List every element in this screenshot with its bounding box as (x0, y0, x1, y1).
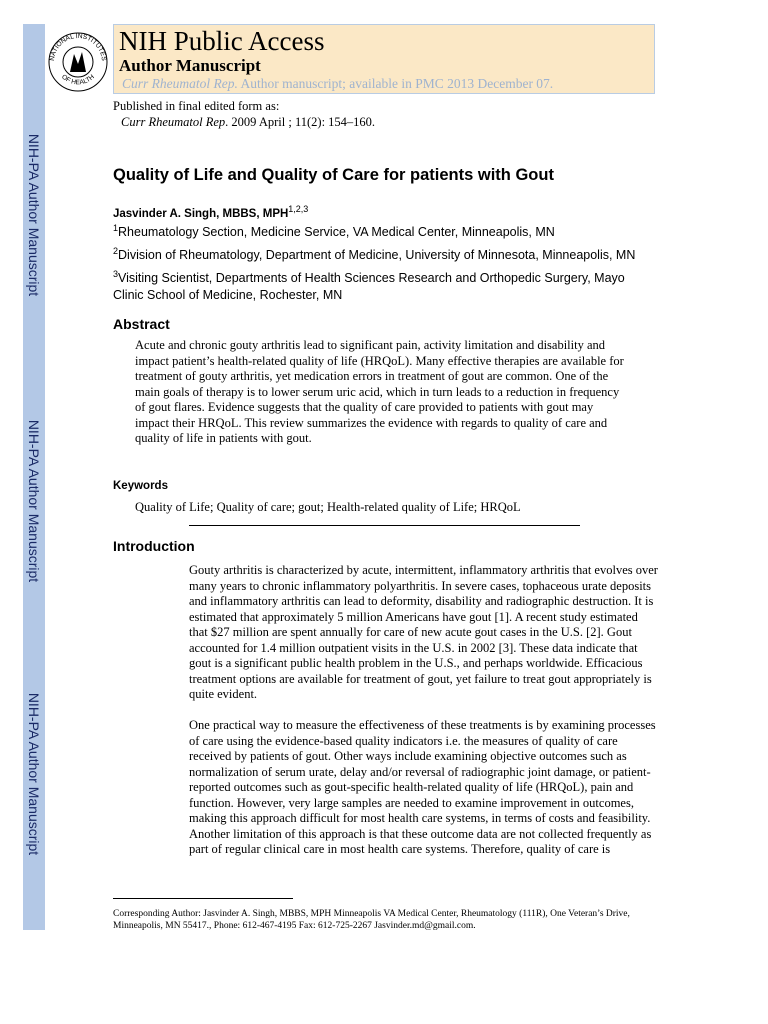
side-label-bottom: NIH-PA Author Manuscript (26, 692, 42, 856)
corresponding-author-footnote: Corresponding Author: Jasvinder A. Singh, MBBS, MPH Minneapolis VA Medical Center, Rheumatology (111R), One Veteran’s Drive, Minneapolis, MN 55417., Phone: 612-467-4195 Fax: 612-725-2267 Jasvinder.md@gmail.com. (113, 909, 630, 931)
footnote-divider (113, 898, 293, 899)
header-journal: Curr Rheumatol Rep. (122, 76, 238, 91)
side-label-middle: NIH-PA Author Manuscript (26, 419, 42, 583)
abstract-text: Acute and chronic gouty arthritis lead to significant pain, activity limitation and disability and impact patient’s health-related quality of life (HRQoL). Many effective therapies are available for treatment of gouty arthritis, yet medication errors in treatment of gout are common. One of the main goals of therapy is to lower serum uric acid, which in turn leads to a reduction in frequency of gout flares. Evidence suggests that the quality of care provided to patients with gout may impact their HRQoL. This review summarizes the evidence with regards to quality of care and quality of life in patients with gout. (135, 338, 624, 445)
side-label-top: NIH-PA Author Manuscript (26, 133, 42, 297)
header-availability-text: Author manuscript; available in PMC 2013 December 07. (237, 76, 554, 91)
affiliation-1: $^1$Rheumatology Section, Medicine Service, VA Medical Center, Minneapolis, MN (113, 223, 555, 240)
introduction-heading: Introduction (113, 538, 195, 554)
abstract-heading: Abstract (113, 316, 170, 332)
citation (121, 115, 375, 130)
logo-top-text: NATIONAL INSTITUTES (48, 32, 108, 62)
author-name: Jasvinder A. Singh, MBBS, MPH (113, 207, 289, 220)
introduction-paragraph-1: Gouty arthritis is characterized by acute, intermittent, inflammatory arthritis that evolves over many years to chronic inflammatory polyarthritis. In severe cases, tophaceous urate deposits and inflammatory arthritis can lead to deformity, disability and radiographic destruction. It is estimated that approximately 5 million Americans have gout [1]. A recent study estimated that $27 million are spent annually for care of new acute gout cases in the U.S. [2]. Gout accounted for 1.4 million outpatient visits in the U.S. in 2002 [3]. These data indicate that gout is a significant public health problem in the U.S., and perhaps worldwide. Efficacious treatment options are available for treatment of gout, yet failure to treat gout appropriately is quite evident. (189, 563, 658, 701)
side-band (23, 24, 45, 930)
nih-seal-icon (46, 24, 110, 94)
introduction-paragraph-2: One practical way to measure the effectiveness of these treatments is by examining processes of care using the evidence-based quality indicators i.e. the measures of quality of care received by patients of gout. Other ways include examining objective outcomes such as normalization of serum urate, delay and/or reversal of radiographic joint damage, or patient-reported outcomes such as gout-specific health-related quality of life (HRQoL), pain and function. However, very large samples are needed to examine improvement in outcomes, making this approach difficult for most health care systems, in terms of costs and feasibility. Another limitation of this approach is that these outcome data are not collected frequently as part of regular clinical care in most health care systems. Therefore, quality of care is (189, 718, 656, 856)
header-title: NIH Public Access (119, 26, 325, 56)
logo-bottom-text: OF HEALTH (60, 73, 96, 87)
nih-header (113, 24, 655, 94)
article-title: Quality of Life and Quality of Care for patients with Gout (113, 166, 554, 184)
citation-details: . 2009 April ; 11(2): 154–160. (225, 115, 376, 129)
published-note: Published in final edited form as: (113, 99, 280, 113)
keywords-text: Quality of Life; Quality of care; gout; Health-related quality of Life; HRQoL (135, 500, 521, 514)
header-subtitle: Author Manuscript (119, 56, 261, 75)
author (113, 202, 308, 221)
affiliation-2: $^2$Division of Rheumatology, Department of Medicine, University of Minnesota, Minneapolis, MN (113, 246, 636, 263)
affiliation-3: $^3$Visiting Scientist, Departments of Health Sciences Research and Orthopedic Surgery, Mayo Clinic School of Medicine, Rochester, MN (113, 269, 625, 303)
author-superscript: 1,2,3 (288, 204, 309, 214)
header-availability (122, 76, 553, 92)
citation-journal: Curr Rheumatol Rep (121, 115, 226, 129)
keywords-heading: Keywords (113, 480, 168, 492)
keywords-divider (189, 525, 580, 526)
